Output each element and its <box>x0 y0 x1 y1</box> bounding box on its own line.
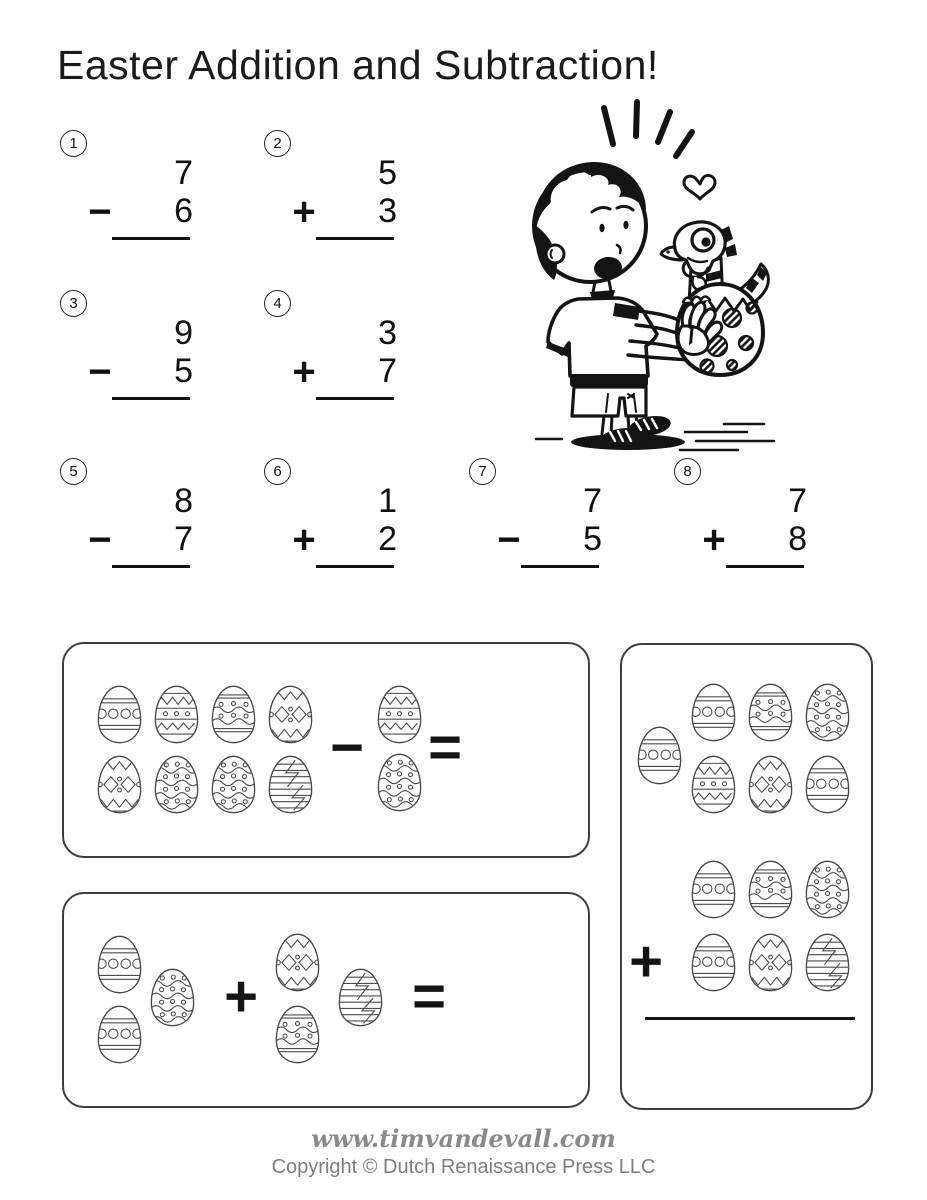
plus-operator: + <box>224 964 258 1029</box>
problem-4 <box>264 290 414 412</box>
bottom-operand: 3 <box>378 192 397 230</box>
top-operand: 8 <box>174 482 193 520</box>
easter-egg-circles <box>690 932 737 993</box>
bottom-operand: 7 <box>378 352 397 390</box>
easter-egg-circles <box>96 684 143 745</box>
problem-1 <box>60 130 210 252</box>
problem-7 <box>469 458 619 580</box>
answer-line <box>645 1017 855 1020</box>
easter-egg-lightning <box>337 967 384 1028</box>
operator: − <box>497 518 521 562</box>
bottom-operand: 6 <box>174 192 193 230</box>
plus-operator: + <box>629 929 663 994</box>
page-title: Easter Addition and Subtraction! <box>57 42 659 88</box>
operator: + <box>292 190 316 234</box>
easter-egg-diamonds <box>747 932 794 993</box>
operator: − <box>88 350 112 394</box>
equals-sign: = <box>412 964 446 1029</box>
easter-egg-zigzag <box>690 754 737 815</box>
answer-line <box>112 237 190 240</box>
problem-3 <box>60 290 210 412</box>
easter-egg-circles <box>96 934 143 995</box>
bottom-operand: 8 <box>788 520 807 558</box>
page-footer <box>0 1124 927 1179</box>
easter-egg-diamonds <box>747 754 794 815</box>
top-operand: 7 <box>583 482 602 520</box>
answer-line <box>316 237 394 240</box>
equals-sign: = <box>428 715 462 780</box>
answer-line <box>521 565 599 568</box>
easter-egg-circles <box>690 682 737 743</box>
operator: + <box>292 350 316 394</box>
easter-egg-diamonds <box>267 684 314 745</box>
boy-dino-egg-illustration <box>478 98 812 464</box>
bottom-operand: 5 <box>583 520 602 558</box>
problem-5 <box>60 458 210 580</box>
copyright-text: Copyright © Dutch Renaissance Press LLC <box>271 1156 656 1178</box>
problem-number-badge: 8 <box>674 458 701 485</box>
operator: + <box>292 518 316 562</box>
problem-2 <box>264 130 414 252</box>
easter-egg-lightning <box>267 754 314 815</box>
easter-egg-zigzag <box>376 684 423 745</box>
easter-egg-waves2 <box>149 967 196 1028</box>
top-operand: 3 <box>378 314 397 352</box>
answer-line <box>112 397 190 400</box>
easter-egg-circles <box>804 754 851 815</box>
easter-egg-circles <box>690 859 737 920</box>
bottom-operand: 5 <box>174 352 193 390</box>
easter-egg-diamonds <box>96 754 143 815</box>
easter-egg-waves2 <box>804 682 851 743</box>
problem-number-badge: 2 <box>264 130 291 157</box>
problem-number-badge: 5 <box>60 458 87 485</box>
bottom-operand: 7 <box>174 520 193 558</box>
easter-egg-waves2 <box>210 754 257 815</box>
egg-problem-box-subtraction <box>62 642 590 858</box>
top-operand: 1 <box>378 482 397 520</box>
problem-number-badge: 4 <box>264 290 291 317</box>
easter-egg-zigzag <box>153 684 200 745</box>
easter-egg-waves2 <box>804 859 851 920</box>
operator: − <box>88 190 112 234</box>
minus-operator: − <box>330 715 364 780</box>
problem-6 <box>264 458 414 580</box>
easter-egg-waves <box>274 1004 321 1065</box>
operator: − <box>88 518 112 562</box>
egg-problem-box-vertical-addition <box>620 643 873 1110</box>
website-url: www.timvandevall.com <box>311 1124 616 1153</box>
easter-egg-waves <box>210 684 257 745</box>
operator: + <box>702 518 726 562</box>
answer-line <box>112 565 190 568</box>
problem-number-badge: 6 <box>264 458 291 485</box>
problem-8 <box>674 458 824 580</box>
easter-egg-diamonds <box>274 932 321 993</box>
easter-egg-waves <box>747 859 794 920</box>
answer-line <box>316 565 394 568</box>
egg-problem-box-addition <box>62 892 590 1108</box>
answer-line <box>316 397 394 400</box>
answer-line <box>726 565 804 568</box>
top-operand: 7 <box>174 154 193 192</box>
bottom-operand: 2 <box>378 520 397 558</box>
top-operand: 5 <box>378 154 397 192</box>
boy-figure <box>534 162 691 450</box>
problem-number-badge: 7 <box>469 458 496 485</box>
easter-egg-circles <box>636 725 683 786</box>
top-operand: 9 <box>174 314 193 352</box>
easter-egg-circles <box>96 1004 143 1065</box>
easter-egg-waves <box>747 682 794 743</box>
easter-egg-lightning <box>804 932 851 993</box>
problem-number-badge: 3 <box>60 290 87 317</box>
heart-icon <box>684 175 715 199</box>
problem-number-badge: 1 <box>60 130 87 157</box>
easter-egg-waves2 <box>153 754 200 815</box>
surprise-lines-icon <box>604 102 692 156</box>
top-operand: 7 <box>788 482 807 520</box>
easter-egg-waves2 <box>376 752 423 813</box>
